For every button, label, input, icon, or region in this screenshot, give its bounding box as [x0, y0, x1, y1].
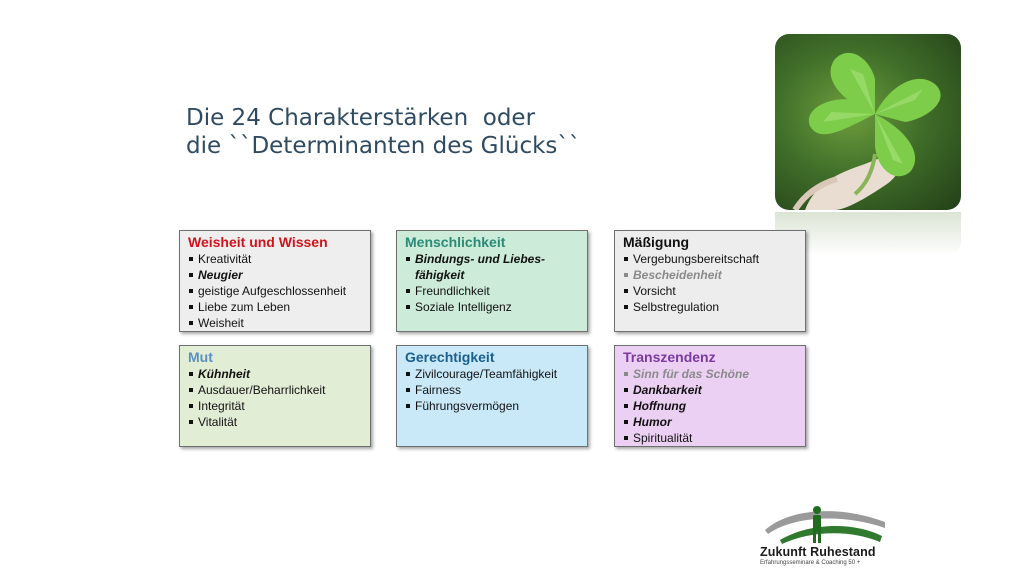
list-item: Fairness — [405, 382, 579, 398]
list-item: Vitalität — [188, 414, 362, 430]
list-item: Kühnheit — [188, 366, 362, 382]
title-line-2: die ``Determinanten des Glücks`` — [186, 133, 581, 159]
logo-arc-green — [780, 526, 882, 544]
category-gerechtigkeit-box — [396, 345, 588, 447]
category-list-menschlichkeit — [405, 251, 579, 315]
category-mut-box — [179, 345, 371, 447]
list-item: Weisheit — [188, 315, 362, 331]
list-item: Selbstregulation — [623, 299, 797, 315]
list-item: Humor — [623, 414, 797, 430]
list-item: Zivilcourage/Teamfähigkeit — [405, 366, 579, 382]
category-list-gerechtigkeit — [405, 366, 579, 414]
category-maessigung-box — [614, 230, 806, 332]
category-heading-mut: Mut — [188, 349, 213, 365]
logo-tagline: Erfahrungsseminare & Coaching 50 + — [760, 560, 861, 566]
category-heading-transzendenz: Transzendenz — [623, 349, 716, 365]
list-item: Hoffnung — [623, 398, 797, 414]
category-list-mut — [188, 366, 362, 430]
list-item: Freundlichkeit — [405, 283, 579, 299]
list-item: Vergebungsbereitschaft — [623, 251, 797, 267]
list-item: Sinn für das Schöne — [623, 366, 797, 382]
category-transzendenz-box — [614, 345, 806, 447]
four-leaf-clover-photo — [775, 34, 961, 210]
list-item: Kreativität — [188, 251, 362, 267]
list-item: Ausdauer/Beharrlichkeit — [188, 382, 362, 398]
list-item: Integrität — [188, 398, 362, 414]
person-icon — [813, 506, 821, 543]
list-item: Bescheidenheit — [623, 267, 797, 283]
category-heading-weisheit: Weisheit und Wissen — [188, 234, 328, 250]
category-list-weisheit — [188, 251, 362, 331]
list-item: geistige Aufgeschlossenheit — [188, 283, 362, 299]
category-list-transzendenz — [623, 366, 797, 446]
category-list-maessigung — [623, 251, 797, 315]
list-item: Bindungs- und Liebes- — [405, 251, 579, 267]
category-heading-gerechtigkeit: Gerechtigkeit — [405, 349, 495, 365]
list-item: fähigkeit — [415, 268, 465, 282]
category-heading-maessigung: Mäßigung — [623, 234, 690, 250]
clover-icon — [775, 34, 961, 210]
list-item: Führungsvermögen — [405, 398, 579, 414]
category-heading-menschlichkeit: Menschlichkeit — [405, 234, 506, 250]
list-item: Spiritualität — [623, 430, 797, 446]
title-line-1: Die 24 Charakterstärken oder — [186, 105, 536, 131]
list-item: Dankbarkeit — [623, 382, 797, 398]
category-menschlichkeit-box — [396, 230, 588, 332]
list-item: Soziale Intelligenz — [405, 299, 579, 315]
logo-name: Zukunft Ruhestand — [760, 545, 876, 559]
list-item: Vorsicht — [623, 283, 797, 299]
page-title — [186, 104, 580, 160]
category-weisheit-box — [179, 230, 371, 332]
list-item: Neugier — [188, 267, 362, 283]
list-item: Liebe zum Leben — [188, 299, 362, 315]
